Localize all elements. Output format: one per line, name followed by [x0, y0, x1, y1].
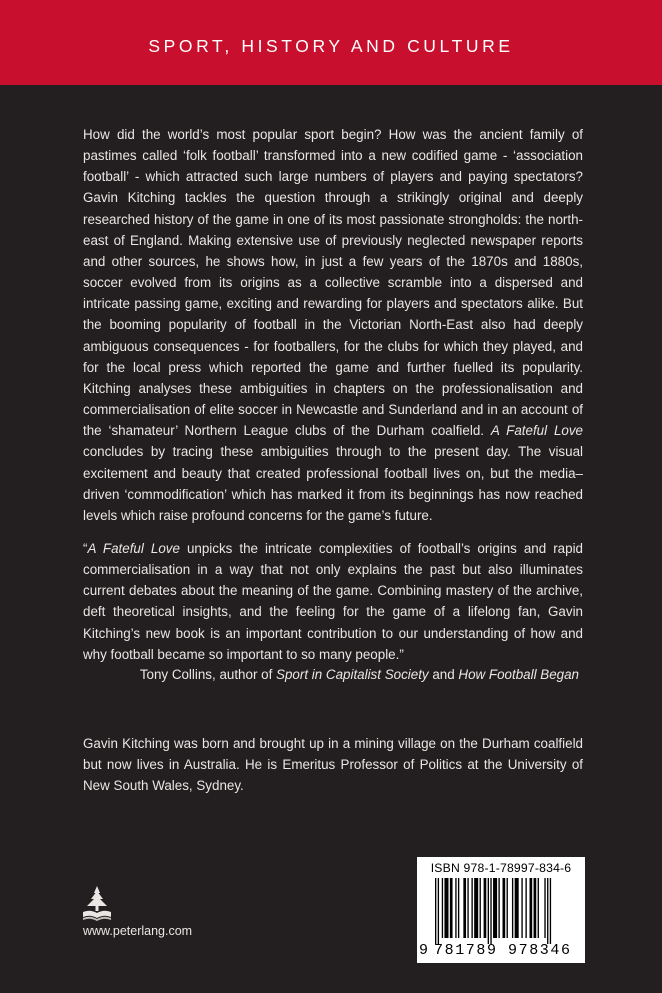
bio-text: Gavin Kitching was born and brought up in a mining village on the Durham coalfield but now lives in Australia. He is Emeritus Professor of Politics at the University of New South Wales, Sydney. [83, 736, 583, 794]
barcode-bar [467, 878, 468, 938]
quote-text: unpicks the intricate complexities of football’s origins and rapid commercialisation in a way that not only explains the past but also illuminates current debates about the meaning of the game. Combining mastery of the archive, deft theoretical insights, and the feeling for the game of a lifelong fan, Gavin Kitching’s new book is an important contribution to our understanding of how and why football became so important to so many people.” [83, 541, 583, 662]
header-band [0, 0, 662, 85]
barcode-bar [444, 878, 448, 938]
barcode-bar [538, 878, 539, 938]
description-blurb [83, 124, 583, 526]
barcode-bar [507, 878, 508, 938]
barcode-bar [521, 878, 522, 938]
quote-attribution [83, 664, 579, 685]
attribution-connector: and [428, 667, 459, 682]
barcode-bar [525, 878, 526, 938]
barcode-lead-digit: 9 [419, 942, 430, 959]
attribution-work-2: How Football Began [458, 667, 579, 682]
barcode-bar [515, 878, 519, 938]
barcode-bar [484, 878, 487, 938]
barcode-bar [471, 878, 472, 938]
series-title: SPORT, HISTORY AND CULTURE [148, 36, 514, 56]
attribution-work-1: Sport in Capitalist Society [276, 667, 429, 682]
author-bio [83, 733, 583, 796]
publisher-url[interactable]: www.peterlang.com [83, 924, 193, 938]
barcode-group-2: 978346 [508, 942, 572, 959]
barcode-bar [455, 878, 456, 938]
blurb-text-part1: How did the world’s most popular sport begin? How was the ancient family of pastimes called ‘folk football’ transformed into a new codified game - ‘association football’ - which attracted such large numbers of players and paying spectators? Gavin Kitching tackles the question through a strikingly original and deeply researched history of the game in one of its most passionate strongholds: the north-east of England. Making extensive use of previously neglected newspaper reports and other sources, he shows how, in just a few years of the 1870s and 1880s, soccer evolved from its origins as a collective scramble into a dispersed and intricate passing game, exciting and rewarding for players and spectators alike. But the booming popularity of football in the Victorian North-East also had deeply ambiguous consequences - for footballers, for the clubs for which they played, and for the local press which reported the game and further fuelled its popularity. Kitching analyses these ambiguities in chapters on the professionalisation and commercialisation of elite soccer in Newcastle and Sunderland and in an account of the ‘shamateur’ Northern League clubs of the Durham coalfield. [83, 127, 583, 439]
barcode-bar [450, 878, 453, 938]
barcode-bar [435, 878, 436, 944]
barcode-bar [534, 878, 537, 938]
quote-book-title: A Fateful Love [87, 541, 180, 556]
barcode-bar [474, 878, 478, 938]
barcode-bar [498, 878, 499, 938]
isbn-barcode [417, 857, 585, 963]
quote-paragraph [83, 538, 583, 665]
blurb-book-title: A Fateful Love [490, 423, 583, 439]
endorsement-quote [83, 538, 583, 665]
barcode-bar [442, 878, 443, 938]
isbn-label: ISBN 978-1-78997-834-6 [430, 861, 572, 875]
barcode-bar [488, 878, 489, 944]
barcode-bar [512, 878, 513, 938]
barcode-bar [503, 878, 506, 938]
blurb-paragraph [83, 124, 583, 526]
barcode-bar [458, 878, 459, 938]
barcode-bar [530, 878, 533, 938]
barcode-bar [550, 878, 551, 944]
barcode-bar [490, 878, 491, 944]
blurb-text-part2: concludes by tracing these ambiguities through to the present day. The visual excitement and beauty that created professional football lives on, but the media–driven ‘commodification’ which has marked it from its beginnings has now reached levels which raise profound concerns for the game’s future. [83, 444, 583, 523]
barcode-bar [463, 878, 466, 938]
attribution-prefix: Tony Collins, author of [139, 667, 277, 682]
barcode-bar [547, 878, 548, 944]
peter-lang-tree-book-icon [80, 884, 114, 924]
barcode-group-1: 781789 [434, 942, 498, 959]
barcode-bars [425, 878, 577, 944]
barcode-bar [480, 878, 481, 938]
barcode-bar [544, 878, 545, 938]
barcode-bar [493, 878, 497, 938]
quote-open-mark: “ [83, 541, 88, 556]
barcode-bar [438, 878, 439, 944]
